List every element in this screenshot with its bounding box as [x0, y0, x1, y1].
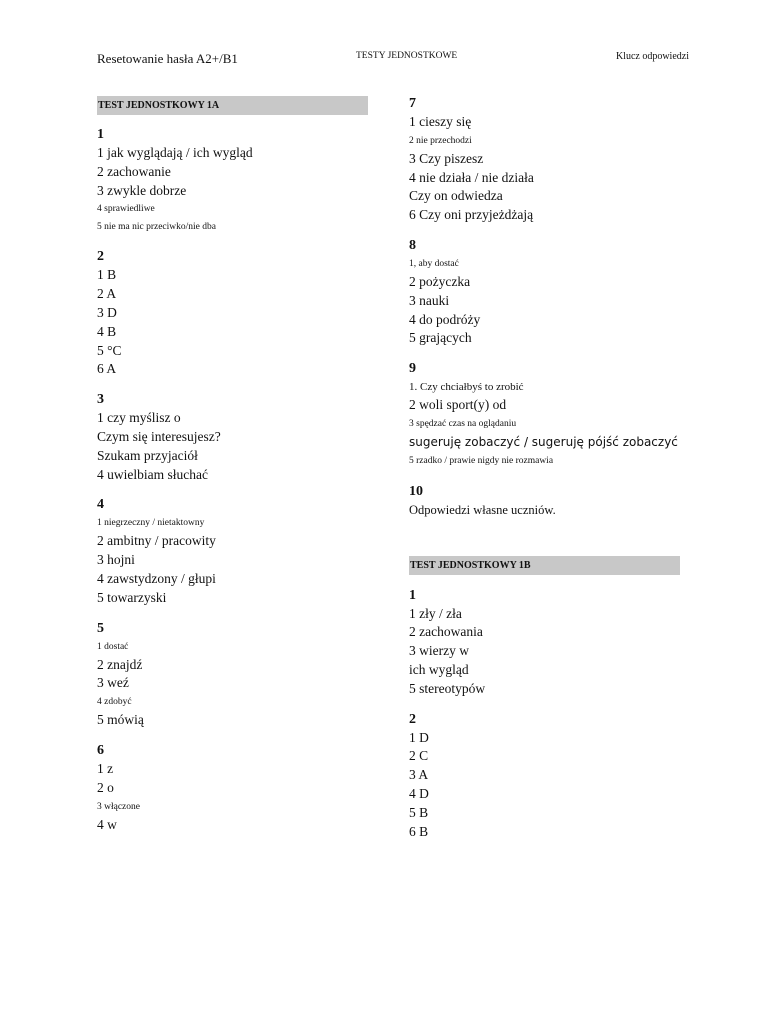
- exercise-1a-5: [97, 619, 368, 730]
- answer-line: 2 A: [97, 286, 117, 302]
- exercise-number: 7: [409, 96, 416, 111]
- answer-line: 3 A: [409, 767, 429, 783]
- exercise-1a-1: [97, 125, 368, 236]
- answer-line: 5 nie ma nic przeciwko/nie dba: [97, 222, 216, 233]
- header-answer-key: Klucz odpowiedzi: [615, 51, 689, 62]
- exercise-number: 5: [97, 620, 104, 636]
- answer-line: 2 znajdź: [97, 656, 143, 672]
- answer-line: 4 do podróży: [409, 311, 481, 327]
- answer-line: 5 stereotypów: [409, 680, 486, 696]
- answer-line: 1 dostać: [97, 641, 129, 652]
- answer-line: 1 B: [97, 267, 117, 283]
- answer-line: 2 C: [409, 748, 429, 764]
- answer-line: 3 Czy piszesz: [409, 150, 484, 166]
- answer-line: 2 o: [97, 779, 114, 795]
- exercise-number: 6: [97, 742, 104, 758]
- exercise-1a-9: [409, 359, 680, 470]
- answer-line: 6 B: [409, 823, 429, 839]
- answer-line: 4 D: [409, 785, 429, 801]
- exercise-1a-10: [409, 482, 680, 520]
- answer-line: 1 niegrzeczny / nietaktowny: [97, 518, 205, 529]
- answer-line: 1 cieszy się: [409, 114, 472, 129]
- answer-line: 4 zdobyć: [97, 697, 132, 708]
- header-section: TESTY JEDNOSTKOWE: [356, 51, 458, 61]
- answer-line: 1 czy myślisz o: [97, 410, 181, 426]
- answer-line: 3 spędzać czas na oglądaniu: [409, 418, 517, 429]
- answer-line: 3 nauki: [409, 292, 450, 308]
- exercise-number: 1: [97, 127, 104, 142]
- left-column: [97, 96, 368, 834]
- answer-line: 2 pożyczka: [409, 273, 471, 289]
- header-title: Resetowanie hasła A2+/B1: [97, 51, 238, 66]
- exercise-number: 2: [97, 249, 104, 265]
- answer-line: 3 weź: [97, 675, 129, 691]
- answer-line: 1 D: [409, 729, 429, 745]
- answer-line: 4 sprawiedliwe: [97, 204, 155, 215]
- answer-line: 4 w: [97, 816, 117, 832]
- answer-line: 2 nie przechodzi: [409, 135, 472, 146]
- exercise-number: 10: [409, 483, 423, 499]
- right-column: [409, 96, 680, 841]
- answer-line: 3 zwykle dobrze: [97, 182, 187, 198]
- exercise-1a-4: [97, 495, 368, 607]
- exercise-number: 1: [409, 587, 416, 603]
- answer-line: 2 woli sport(y) od: [409, 397, 507, 413]
- answer-line: 4 zawstydzony / głupi: [97, 570, 216, 586]
- answer-line: 2 ambitny / pracowity: [97, 533, 216, 549]
- answer-line: 3 D: [97, 304, 117, 320]
- exercise-number: 4: [97, 497, 104, 513]
- exercise-number: 8: [409, 237, 416, 253]
- answer-line: 5 °C: [97, 342, 122, 358]
- answer-line: 3 włączone: [97, 801, 140, 812]
- exercise-1a-6: [97, 741, 368, 834]
- page-header: [97, 50, 689, 70]
- answer-line: 6 A: [97, 361, 117, 377]
- answer-line: 1. Czy chciałbyś to zrobić: [409, 381, 524, 394]
- exercise-1a-2: [97, 247, 368, 379]
- exercise-1a-7: [409, 94, 680, 225]
- answer-line: 5 rzadko / prawie nigdy nie rozmawia: [409, 455, 554, 466]
- answer-line: 5 mówią: [97, 712, 144, 728]
- test-1b-title: TEST JEDNOSTKOWY 1B: [409, 556, 680, 575]
- answer-line: Odpowiedzi własne uczniów.: [409, 502, 556, 517]
- answer-line: 5 grających: [409, 330, 472, 346]
- answer-line: 6 Czy oni przyjeżdżają: [409, 207, 534, 223]
- test-1a-title: TEST JEDNOSTKOWY 1A: [97, 96, 368, 115]
- answer-line: 1 zły / zła: [409, 605, 462, 621]
- answer-line: 2 zachowanie: [97, 163, 171, 179]
- exercise-1a-3: [97, 390, 368, 484]
- answer-line: Szukam przyjaciół: [97, 447, 198, 463]
- answer-line: 4 uwielbiam słuchać: [97, 466, 208, 482]
- answer-line: 4 nie działa / nie działa: [409, 169, 534, 185]
- answer-line: sugeruję zobaczyć / sugeruję pójść zobaczyć: [409, 434, 678, 449]
- answer-line: 3 hojni: [97, 552, 135, 568]
- exercise-1a-8: [409, 236, 680, 348]
- exercise-number: 2: [409, 711, 416, 727]
- answer-line: Czy on odwiedza: [409, 188, 503, 204]
- exercise-number: 9: [409, 361, 416, 377]
- answer-line: ich wygląd: [409, 661, 469, 677]
- answer-line: 1, aby dostać: [409, 258, 459, 269]
- answer-line: 5 towarzyski: [97, 589, 167, 605]
- answer-line: 2 zachowania: [409, 624, 483, 640]
- answer-line: 4 B: [97, 323, 117, 339]
- exercise-1b-2: [409, 710, 680, 842]
- answer-line: Czym się interesujesz?: [97, 428, 221, 444]
- answer-line: 5 B: [409, 804, 429, 820]
- exercise-1b-1: [409, 586, 680, 699]
- answer-line: 1 jak wyglądają / ich wygląd: [97, 145, 253, 160]
- exercise-number: 3: [97, 392, 104, 408]
- answer-line: 3 wierzy w: [409, 643, 469, 659]
- answer-line: 1 z: [97, 760, 114, 776]
